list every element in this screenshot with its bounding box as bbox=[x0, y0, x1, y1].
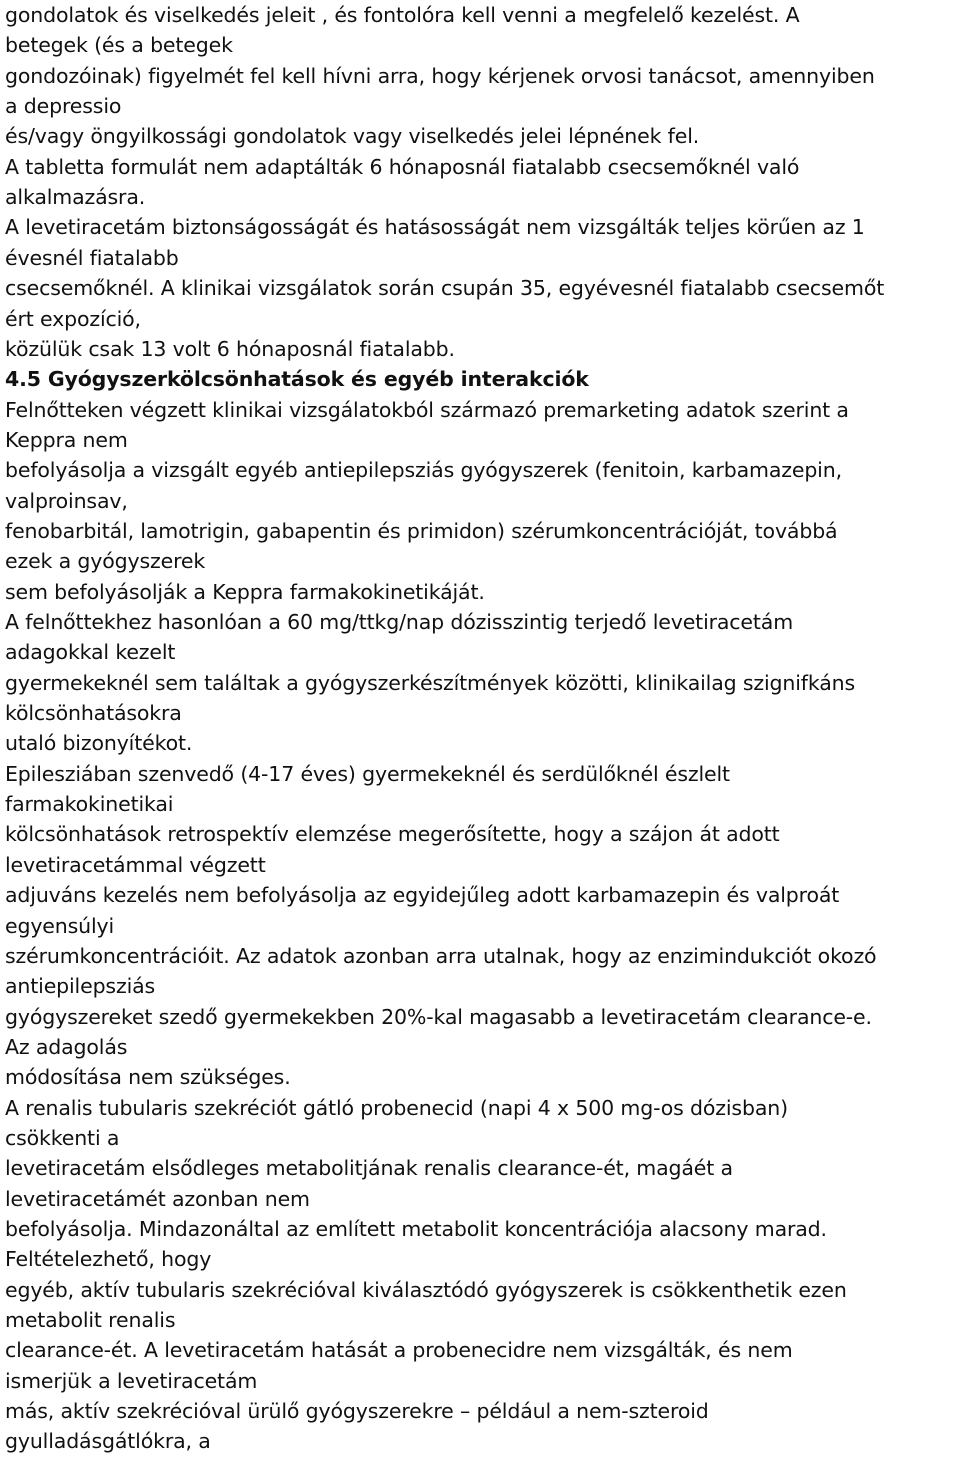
text-line: gondozóinak) figyelmét fel kell hívni arra, hogy kérjenek orvosi tanácsot, amennyiben bbox=[5, 63, 875, 88]
text-line: gyermekeknél sem találtak a gyógyszerkészítmények közötti, klinikailag szignifkáns bbox=[5, 670, 855, 695]
text-line: adagokkal kezelt bbox=[5, 640, 176, 665]
text-line: levetiracetámmal végzett bbox=[5, 852, 266, 877]
text-line: és/vagy öngyilkossági gondolatok vagy viselkedés jelei lépnének fel. bbox=[5, 124, 700, 149]
text-line: szérumkoncentrációit. Az adatok azonban arra utalnak, hogy az enzimindukciót okozó bbox=[5, 943, 877, 968]
text-line: alkalmazásra. bbox=[5, 185, 146, 210]
text-line: utaló bizonyítékot. bbox=[5, 731, 193, 756]
text-line: kölcsönhatások retrospektív elemzése megerősítette, hogy a szájon át adott bbox=[5, 822, 780, 847]
text-line: metabolit renalis bbox=[5, 1308, 176, 1333]
text-line: clearance-ét. A levetiracetám hatását a probenecidre nem vizsgálták, és nem bbox=[5, 1338, 793, 1363]
text-line: csecsemőknél. A klinikai vizsgálatok során csupán 35, egyévesnél fiatalabb csecsemőt bbox=[5, 276, 885, 301]
text-line: betegek (és a betegek bbox=[5, 33, 233, 58]
text-line: befolyásolja a vizsgált egyéb antiepilepsziás gyógyszerek (fenitoin, karbamazepin, bbox=[5, 458, 842, 483]
text-line: adjuváns kezelés nem befolyásolja az egyidejűleg adott karbamazepin és valproát bbox=[5, 883, 840, 908]
text-line: Keppra nem bbox=[5, 427, 128, 452]
text-line: farmakokinetikai bbox=[5, 792, 174, 817]
text-line: antiepilepsziás bbox=[5, 974, 156, 999]
text-line: A felnőttekhez hasonlóan a 60 mg/ttkg/nap dózisszintig terjedő levetiracetám bbox=[5, 610, 794, 634]
text-line: levetiracetámét azonban nem bbox=[5, 1186, 310, 1211]
text-line: csökkenti a bbox=[5, 1125, 120, 1150]
text-line: A renalis tubularis szekréciót gátló probenecid (napi 4 x 500 mg-os dózisban) bbox=[5, 1095, 788, 1120]
text-line: A tabletta formulát nem adaptálták 6 hónaposnál fiatalabb csecsemőknél való bbox=[5, 154, 800, 179]
text-line: módosítása nem szükséges. bbox=[5, 1065, 291, 1090]
text-line: befolyásolja. Mindazonáltal az említett metabolit koncentrációja alacsony marad. bbox=[5, 1217, 827, 1241]
text-line: ezek a gyógyszerek bbox=[5, 549, 206, 574]
text-line: gyógyszereket szedő gyermekekben 20%-kal magasabb a levetiracetám clearance-e. bbox=[5, 1004, 872, 1029]
text-line: évesnél fiatalabb bbox=[5, 245, 179, 270]
text-line: egyéb, aktív tubularis szekrécióval kiválasztódó gyógyszerek is csökkenthetik ezen bbox=[5, 1277, 847, 1302]
section-heading: 4.5 Gyógyszerkölcsönhatások és egyéb interakciók bbox=[5, 367, 589, 392]
text-line: fenobarbitál, lamotrigin, gabapentin és primidon) szérumkoncentrációját, továbbá bbox=[5, 518, 838, 543]
text-line: Epilesziában szenvedő (4-17 éves) gyermekeknél és serdülőknél észlelt bbox=[5, 761, 730, 786]
text-line: kölcsönhatásokra bbox=[5, 701, 182, 726]
text-line: a depressio bbox=[5, 94, 122, 119]
text-line: A levetiracetám biztonságosságát és hatásosságát nem vizsgálták teljes körűen az 1 bbox=[5, 215, 865, 240]
text-line: egyensúlyi bbox=[5, 913, 115, 938]
text-line: közülük csak 13 volt 6 hónaposnál fiatalabb. bbox=[5, 336, 455, 361]
text-line: sem befolyásolják a Keppra farmakokinetikáját. bbox=[5, 579, 485, 604]
text-line: valproinsav, bbox=[5, 488, 128, 513]
text-line: Az adagolás bbox=[5, 1034, 128, 1059]
text-line: Felnőtteken végzett klinikai vizsgálatokból származó premarketing adatok szerint a bbox=[5, 397, 849, 422]
text-line: ért expozíció, bbox=[5, 306, 141, 331]
text-line: levetiracetám elsődleges metabolitjának renalis clearance-ét, magáét a bbox=[5, 1156, 733, 1181]
text-line: Feltételezhető, hogy bbox=[5, 1247, 212, 1272]
text-line: gyulladásgátlókra, a bbox=[5, 1429, 211, 1454]
text-line: más, aktív szekrécióval ürülő gyógyszerekre – például a nem-szteroid bbox=[5, 1399, 709, 1424]
text-line: ismerjük a levetiracetám bbox=[5, 1368, 258, 1393]
text-line: gondolatok és viselkedés jeleit , és fontolóra kell venni a megfelelő kezelést. A bbox=[5, 3, 800, 27]
